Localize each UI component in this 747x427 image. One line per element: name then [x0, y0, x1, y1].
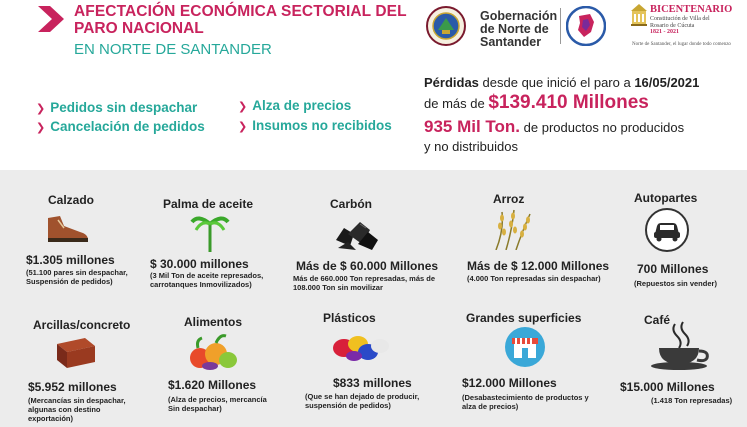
- vegetables-icon: [186, 332, 240, 372]
- losses-date: 16/05/2021: [634, 75, 700, 90]
- page-title-line1: AFECTACIÓN ECONÓMICA SECTORIAL DEL: [74, 3, 407, 20]
- cause-label: Alza de precios: [252, 98, 352, 113]
- page-subtitle: EN NORTE DE SANTANDER: [74, 41, 272, 58]
- sector-value-arcillas: $5.952 millones: [28, 380, 117, 394]
- note-line: alza de precios): [462, 402, 519, 411]
- losses-text: de productos no producidos: [520, 120, 685, 135]
- header: [0, 0, 747, 168]
- chevron-right-icon: [38, 6, 64, 32]
- sector-value-carbon: Más de $ 60.000 Millones: [296, 259, 439, 273]
- note-line: (Desabastecimiento de productos y: [462, 393, 589, 402]
- losses-amount: $139.410 Millones: [488, 92, 649, 113]
- sector-value-arroz: Más de $ 12.000 Millones: [467, 259, 610, 273]
- brick-icon: [55, 336, 97, 370]
- note-line: Suspensión de pedidos): [26, 277, 113, 286]
- sector-note-palma: [150, 271, 263, 289]
- plastic-pellets-icon: [332, 330, 390, 364]
- coffee-cup-icon: [645, 318, 721, 372]
- note-line: (3 Mil Ton de aceite represados,: [150, 271, 264, 280]
- sector-note-cafe: [651, 396, 732, 405]
- arrow-right-icon: ❯: [36, 103, 46, 115]
- cause-item: [238, 118, 392, 133]
- sector-value-calzado: $1.305 millones: [26, 253, 115, 267]
- sector-note-carbon: [293, 274, 435, 292]
- sector-value-alimentos: $1.620 Millones: [168, 378, 257, 392]
- sector-note-alimentos: [168, 395, 267, 413]
- note-line: (Que se han dejado de producir,: [305, 392, 420, 401]
- bicentenario-sub-1: Constitución de Villa del: [650, 16, 710, 22]
- note-line: algunas con destino: [28, 405, 101, 414]
- palm-tree-icon: [190, 210, 230, 252]
- note-line: (1.418 Ton represadas): [651, 396, 733, 405]
- gob-line-3: Santander: [480, 35, 542, 49]
- sector-note-autopartes: [634, 279, 717, 288]
- bicentenario-years: 1821 - 2021: [650, 29, 679, 35]
- note-line: Más de 660.000 Ton represadas, más de: [293, 274, 436, 283]
- bicentenario-sub-2: Rosario de Cúcuta: [650, 22, 695, 29]
- coal-icon: [332, 214, 380, 252]
- cause-item: [36, 119, 205, 134]
- gobernacion-logo-text: [480, 10, 557, 49]
- note-line: exportación): [28, 414, 74, 423]
- sector-value-plasticos: $833 millones: [333, 376, 412, 390]
- sector-value-autopartes: 700 Millones: [637, 262, 709, 276]
- map-seal-icon: [566, 6, 606, 46]
- gobernacion-seal-icon: [426, 6, 466, 46]
- note-line: (Alza de precios, mercancía: [168, 395, 267, 404]
- sector-note-arcillas: [28, 396, 126, 423]
- rice-icon: [490, 206, 538, 250]
- sector-value-grandes: $12.000 Millones: [462, 376, 557, 390]
- gob-line-2: de Norte de: [480, 22, 549, 36]
- losses-line-4: y no distribuidos: [424, 139, 518, 154]
- store-icon: [504, 326, 546, 368]
- arrow-right-icon: ❯: [238, 121, 248, 133]
- cause-label: Insumos no recibidos: [252, 118, 392, 133]
- losses-tons: 935 Mil Ton.: [424, 117, 521, 136]
- sector-title-plasticos: Plásticos: [323, 311, 376, 325]
- shoe-icon: [44, 210, 90, 246]
- note-line: carrotanques Inmovilizados): [150, 280, 252, 289]
- sector-value-cafe: $15.000 Millones: [620, 380, 715, 394]
- logo-divider: [560, 8, 561, 44]
- losses-line-1: [424, 75, 699, 90]
- losses-label: Pérdidas: [424, 75, 479, 90]
- sector-note-grandes: [462, 393, 589, 411]
- arrow-right-icon: ❯: [36, 122, 46, 134]
- bicentenario-subtitle: [650, 16, 710, 36]
- sector-title-alimentos: Alimentos: [184, 315, 243, 329]
- losses-text: desde que inició el paro a: [478, 75, 635, 90]
- gob-line-1: Gobernación: [480, 9, 558, 23]
- bicentenario-title: BICENTENARIO: [650, 4, 733, 15]
- note-line: suspensión de pedidos): [305, 401, 391, 410]
- losses-line-2: [424, 92, 649, 114]
- sector-title-cafe: Café: [644, 313, 671, 327]
- cause-item: [238, 98, 351, 113]
- car-icon: [645, 208, 689, 252]
- bicentenario-building-icon: [630, 4, 648, 26]
- sector-title-calzado: Calzado: [48, 193, 95, 207]
- bicentenario-footer: Norte de Santander, el lugar donde todo comenzo: [632, 42, 731, 47]
- note-line: 108.000 Ton sin movilizar: [293, 283, 383, 292]
- sector-title-autopartes: Autopartes: [634, 191, 698, 205]
- cause-item: [36, 100, 197, 115]
- sector-title-arcillas: Arcillas/concreto: [33, 318, 131, 332]
- note-line: (4.000 Ton represadas sin despachar): [467, 274, 601, 283]
- losses-text: de más de: [424, 96, 489, 111]
- note-line: (51.100 pares sin despachar,: [26, 268, 128, 277]
- sector-value-palma: $ 30.000 millones: [150, 257, 249, 271]
- sector-note-calzado: [26, 268, 128, 286]
- sector-title-arroz: Arroz: [493, 192, 525, 206]
- note-line: Sin despachar): [168, 404, 222, 413]
- losses-line-3: [424, 117, 684, 137]
- sector-note-plasticos: [305, 392, 419, 410]
- cause-label: Pedidos sin despachar: [50, 100, 198, 115]
- note-line: (Repuestos sin vender): [634, 279, 717, 288]
- page-title-line2: PARO NACIONAL: [74, 20, 204, 37]
- note-line: (Mercancías sin despachar,: [28, 396, 126, 405]
- cause-label: Cancelación de pedidos: [50, 119, 205, 134]
- sector-title-grandes: Grandes superficies: [466, 311, 582, 325]
- sector-note-arroz: [467, 274, 601, 283]
- sector-title-carbon: Carbón: [330, 197, 372, 211]
- sector-title-palma: Palma de aceite: [163, 197, 254, 211]
- arrow-right-icon: ❯: [238, 101, 248, 113]
